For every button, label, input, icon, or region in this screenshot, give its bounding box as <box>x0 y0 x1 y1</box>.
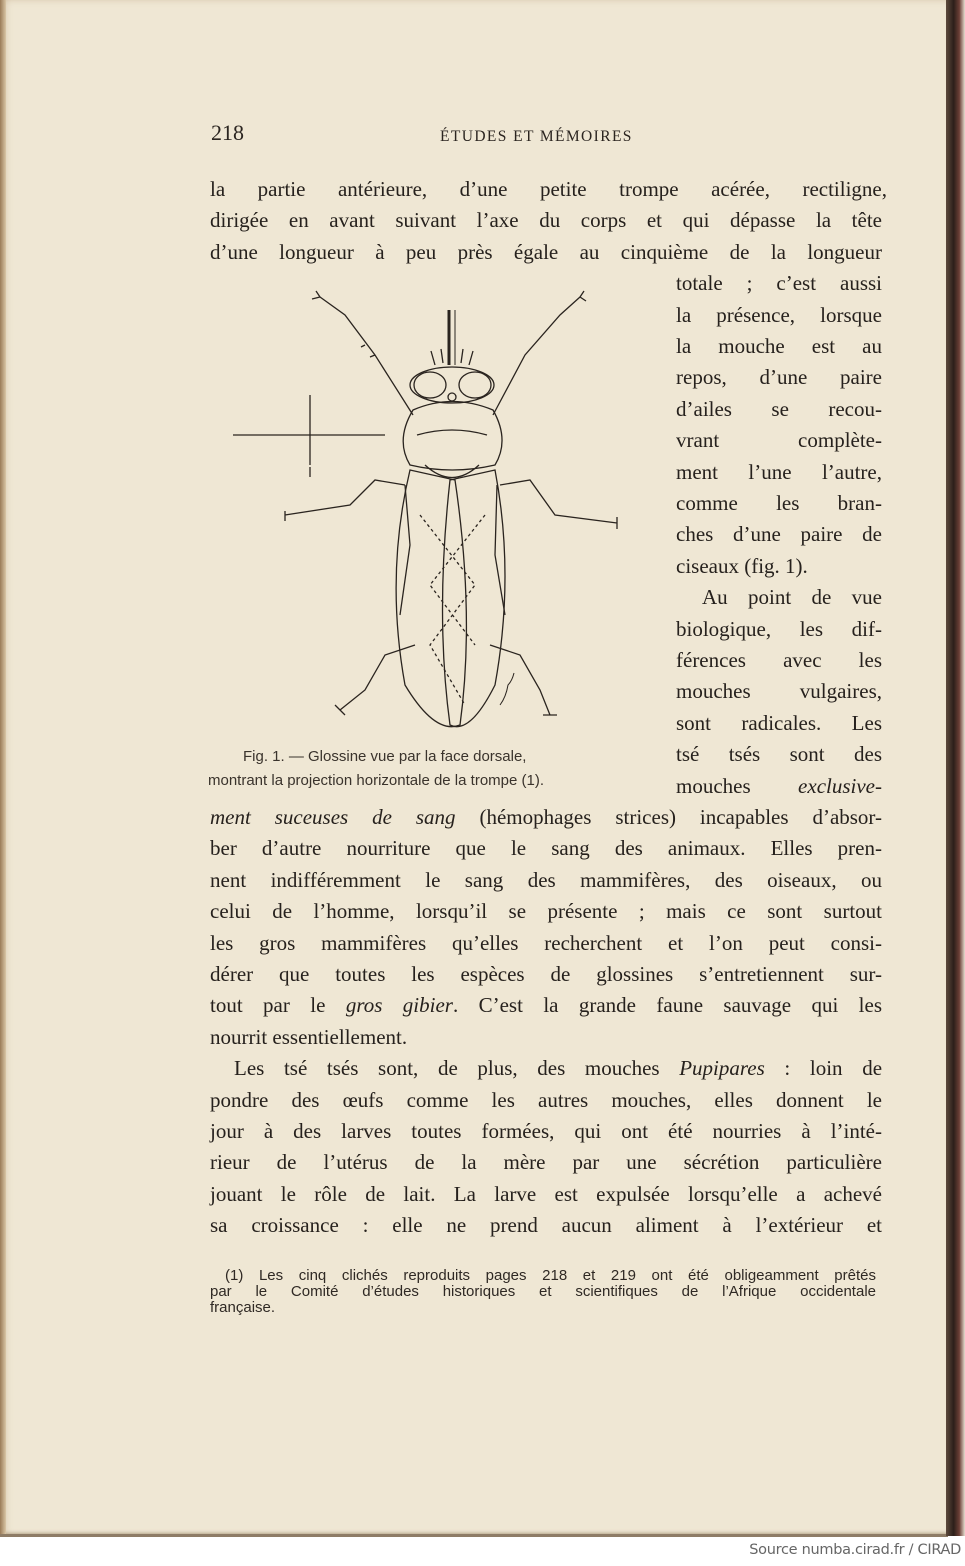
text-span: Les tsé tsés sont, de plus, des mouches <box>234 1056 680 1081</box>
body-text-line <box>210 833 882 863</box>
text-span: tsé tsés sont des <box>676 742 882 767</box>
book-binding-edge <box>946 0 965 1536</box>
text-span: dirigée en avant suivant l’axe du corps et qui dépasse la tête <box>210 208 882 233</box>
text-span: nent indifféremment le sang des mammifères, des oiseaux, ou <box>210 867 882 892</box>
text-span: : loin de <box>764 1056 883 1081</box>
italic-text: Pupipares <box>679 1056 765 1081</box>
text-span: la partie antérieure, d’une petite trompe acérée, rectiligne, <box>210 177 887 201</box>
body-text-line <box>210 1022 882 1052</box>
page-number: 218 <box>211 120 244 145</box>
text-span: ber d’autre nourriture que le sang des animaux. Elles pren- <box>210 836 882 861</box>
running-title: ÉTUDES ET MÉMOIRES <box>440 128 633 145</box>
body-text-line <box>676 739 882 769</box>
text-span: rieur de l’utérus de la mère par une sécrétion particulière <box>210 1150 882 1175</box>
text-span: les gros mammifères qu’elles recherchent et l’on peut consi- <box>210 930 882 955</box>
body-text-line <box>210 1085 882 1115</box>
body-text-line <box>210 1147 882 1177</box>
text-span: ment l’une l’autre, <box>676 459 882 484</box>
text-span: mouches vulgaires, <box>676 679 882 704</box>
text-span: biologique, les dif- <box>676 616 882 641</box>
figure-caption-line1: Fig. 1. — Glossine vue par la face dorsale, <box>243 748 527 765</box>
body-text-line <box>210 959 882 989</box>
text-span: la mouche est au <box>676 334 882 358</box>
text-span: repos, d’une paire <box>676 365 882 390</box>
body-text-line <box>676 519 882 549</box>
text-span: férences avec les <box>676 648 882 672</box>
body-text-line <box>676 488 882 518</box>
text-span: d’une longueur à peu près égale au cinquième de la longueur <box>210 239 882 264</box>
italic-text: exclusive- <box>798 773 882 798</box>
body-text-line <box>210 802 882 832</box>
body-text-line <box>676 771 882 801</box>
text-span: sa croissance : elle ne prend aucun aliment à l’extérieur et <box>210 1213 882 1238</box>
body-text-line <box>210 928 882 958</box>
italic-text: ment suceuses de sang <box>210 805 456 829</box>
body-text-line <box>676 331 882 361</box>
text-span: totale ; c’est aussi <box>676 271 882 296</box>
body-text-line <box>676 645 882 675</box>
text-span: ciseaux (fig. 1). <box>676 553 808 578</box>
text-span: dérer que toutes les espèces de glossines s’entretiennent sur- <box>210 962 882 986</box>
text-span: mouches <box>676 773 799 798</box>
body-text-line <box>210 865 882 895</box>
body-text-line <box>210 205 882 235</box>
text-span: ches d’une paire de <box>676 522 882 547</box>
page-bottom-edge <box>0 1534 948 1537</box>
body-text-line <box>676 614 882 644</box>
body-text-line <box>210 237 882 267</box>
body-text-line <box>210 1210 882 1240</box>
footnote-line2: par le Comité d’études historiques et scientifiques de l’Afrique occidentale <box>210 1283 876 1300</box>
footnote-line1: (1) Les cinq clichés reproduits pages 218 et 219 ont été obligeamment prêtés <box>225 1267 876 1284</box>
figure-caption-line2: montrant la projection horizontale de la trompe (1). <box>208 772 545 789</box>
body-text-line <box>702 582 882 612</box>
text-span: jour à des larves toutes formées, qui ont été nourries à l’inté- <box>210 1119 882 1143</box>
body-text-line <box>210 1179 882 1209</box>
body-text-line <box>676 268 882 298</box>
body-text-line <box>210 174 887 204</box>
tsetse-fly-illustration <box>225 285 625 735</box>
body-text-line <box>676 394 882 424</box>
body-text-line <box>210 1116 882 1146</box>
body-text-line <box>676 300 882 330</box>
text-span: pondre des œufs comme les autres mouches, elles donnent le <box>210 1087 882 1112</box>
text-span: nourrit essentiellement. <box>210 1024 408 1049</box>
footnote-line3: française. <box>210 1299 276 1316</box>
body-text-line <box>676 708 882 738</box>
text-span: vrant complète- <box>676 428 882 453</box>
text-span: sont radicales. Les <box>676 710 882 735</box>
text-span: Au point de vue <box>702 585 882 610</box>
text-span: tout par le <box>210 993 346 1018</box>
body-text-line <box>676 676 882 706</box>
text-span: celui de l’homme, lorsqu’il se présente ; mais ce sont surtout <box>210 899 882 924</box>
body-text-line <box>210 990 882 1020</box>
body-text-line <box>676 457 882 487</box>
text-span: (hémophages strices) incapables d’absor- <box>455 805 882 829</box>
source-credit: Source numba.cirad.fr / CIRAD <box>749 1542 961 1558</box>
page-left-edge <box>0 0 6 1536</box>
body-text-line <box>234 1053 882 1083</box>
body-text-line <box>210 896 882 926</box>
body-text-line <box>676 551 882 581</box>
body-text-line <box>676 425 882 455</box>
text-span: d’ailes se recou- <box>676 396 882 421</box>
text-span: jouant le rôle de lait. La larve est expulsée lorsqu’elle a achevé <box>210 1181 882 1206</box>
italic-text: gros gibier <box>345 993 453 1018</box>
text-span: . C’est la grande faune sauvage qui les <box>452 993 882 1018</box>
body-text-line <box>676 362 882 392</box>
text-span: la présence, lorsque <box>676 302 882 327</box>
text-span: comme les bran- <box>676 491 882 515</box>
